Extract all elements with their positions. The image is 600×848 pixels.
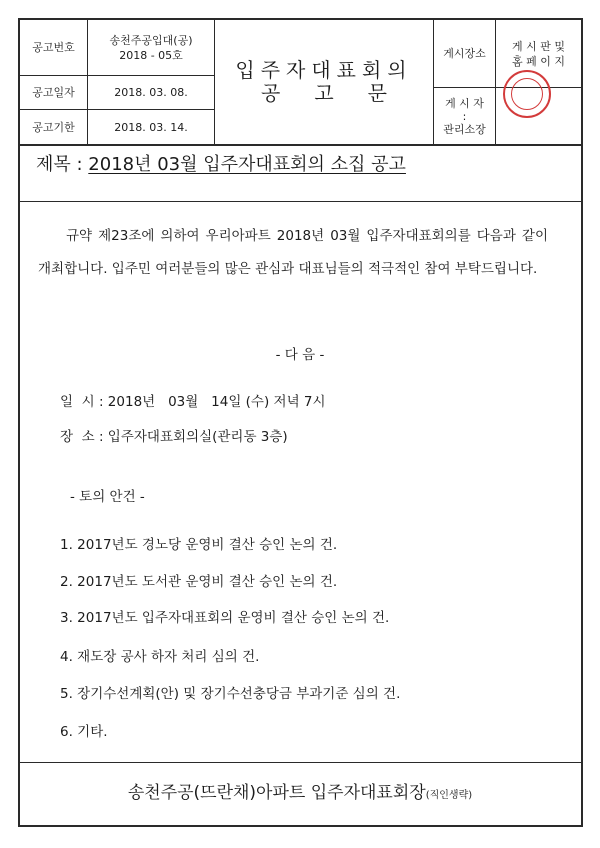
signatory-name: 송천주공(뜨란채)아파트 입주자대표회장 [127, 783, 426, 803]
subject-divider [18, 201, 583, 202]
dadeum-heading: - 다 음 - [275, 347, 325, 363]
signatory [0, 778, 600, 803]
agenda-item: 5. 장기수선계획(안) 및 장기수선충당금 부과기준 심의 건. [60, 686, 401, 702]
title-line-2: 공고문 [261, 81, 421, 105]
notice-period-value: 2018. 03. 14. [88, 110, 215, 144]
notice-period-label: 공고기한 [20, 110, 88, 144]
meeting-datetime: 일 시 : 2018년 03월 14일 (수) 저녁 7시 [60, 394, 326, 410]
subject-line [36, 150, 406, 176]
intro-paragraph: 규약 제23조에 의하여 우리아파트 2018년 03월 입주자대표회의를 다음과 같이 개최합니다. 입주민 여러분들의 많은 관심과 대표님들의 적극적인 참여 부탁드립니다. [38, 228, 548, 277]
official-seal [503, 70, 551, 118]
agenda-item: 2. 2017년도 도서관 운영비 결산 승인 논의 건. [60, 574, 338, 590]
notice-frame [18, 18, 583, 827]
agenda-header: - 토의 안건 - [70, 489, 145, 505]
notice-number-label: 공고번호 [20, 20, 88, 76]
subject-prefix: 제목 : [36, 154, 83, 175]
agenda-item: 1. 2017년도 경노당 운영비 결산 승인 논의 건. [60, 537, 338, 553]
notice-date-value: 2018. 03. 08. [88, 76, 215, 110]
post-place-label: 게시장소 [434, 20, 496, 88]
notice-title [215, 20, 434, 144]
footer-divider [18, 762, 583, 763]
notice-date-label: 공고일자 [20, 76, 88, 110]
seal-omitted-note: (직인생략) [425, 790, 473, 801]
meeting-place: 장 소 : 입주자대표회의실(관리동 3층) [60, 429, 288, 445]
title-line-1: 입주자대표회의 [235, 58, 413, 82]
post-place-value: 게 시 판 및 홈 페 이 지 [496, 20, 581, 88]
agenda-item: 4. 재도장 공사 하자 처리 심의 건. [60, 649, 260, 665]
notice-number-value: 송천주공입대(공) 2018 - 05호 [88, 20, 215, 76]
poster-cell: 게 시 자 : 관리소장 [434, 88, 496, 144]
agenda-item: 6. 기타. [60, 724, 108, 740]
agenda-item: 3. 2017년도 입주자대표회의 운영비 결산 승인 논의 건. [60, 610, 390, 626]
subject-text: 2018년 03월 입주자대표회의 소집 공고 [88, 154, 406, 175]
seal-inner-ring [511, 78, 543, 110]
header-table [20, 20, 581, 146]
